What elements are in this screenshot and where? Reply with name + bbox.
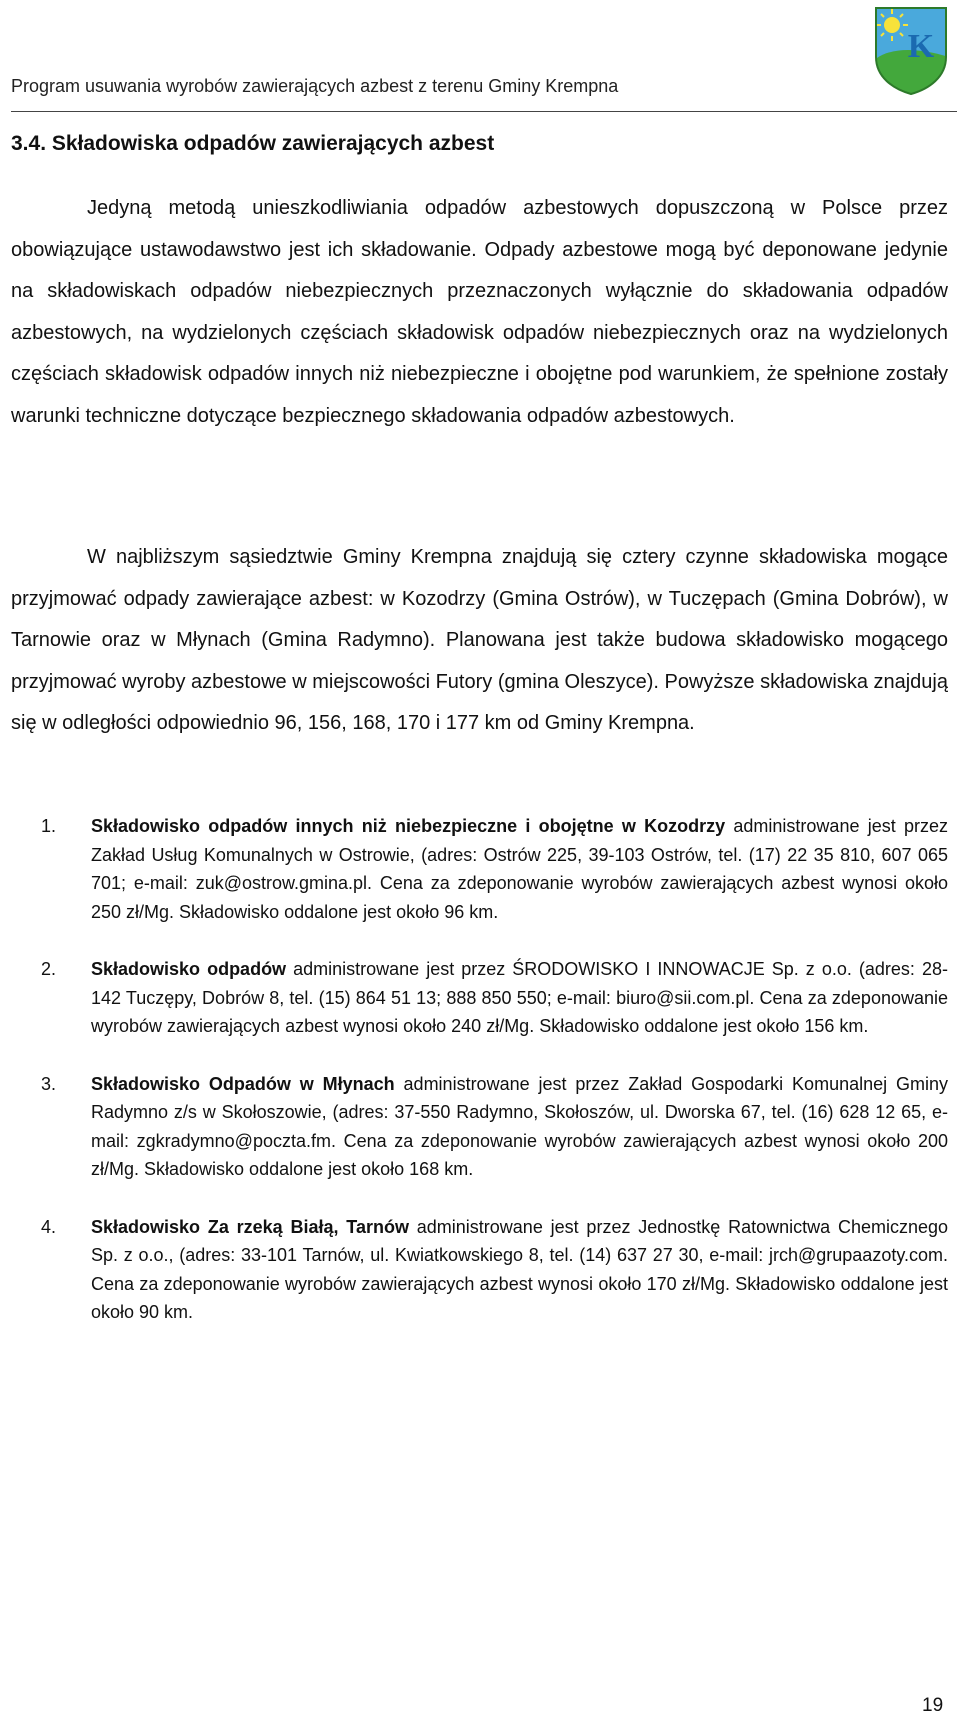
landfill-description: administrowane jest przez Jednostkę Ratownictwa Chemicznego Sp. z o.o., (adres: 33-101 Tarnów, ul. Kwiatkowskiego 8, tel. (14) 637 27 30, e-mail: jrch@grupaazoty.com. Cena za zdeponowanie wyrobów zawierających azbest wynosi około 170 zł/Mg. Składowisko oddalone jest około 90 km. xyxy=(91,1216,948,1322)
list-item xyxy=(11,1070,948,1184)
landfill-description: administrowane jest przez Zakład Usług Komunalnych w Ostrowie, (adres: Ostrów 225, 39-103 Ostrów, tel. (17) 22 35 810, 607 065 701; e-mail: zuk@ostrow.gmina.pl. Cena za zdeponowanie wyrobów zawierających azbest wynosi około 250 zł/Mg. Składowisko oddalone jest około 96 km. xyxy=(91,816,949,922)
page-number: 19 xyxy=(922,1695,944,1716)
landfill-list xyxy=(11,812,948,1327)
list-number: 2. xyxy=(41,959,57,979)
list-number: 1. xyxy=(41,816,57,836)
body-paragraph: Jedyną metodą unieszkodliwiania odpadów azbestowych dopuszczoną w Polsce przez obowiązujące ustawodawstwo jest ich składowanie. Odpady azbestowe mogą być deponowane jedynie na składowiskach odpadów niebezpiecznych przeznaczonych wyłącznie do składowania odpadów azbestowych, na wydzielonych częściach składowisk odpadów niebezpiecznych oraz na wydzielonych częściach składowisk odpadów innych niż niebezpieczne i obojętne pod warunkiem, że spełnione zostały warunki techniczne dotyczące bezpiecznego składowania odpadów azbestowych. xyxy=(11,197,948,427)
body-paragraph: W najbliższym sąsiedztwie Gminy Krempna znajdują się cztery czynne składowiska mogące przyjmować odpady zawierające azbest: w Kozodrzy (Gmina Ostrów), w Tuczępach (Gmina Dobrów), w Tarnowie oraz w Młynach (Gmina Radymno). Planowana jest także budowa składowisko mogącego przyjmować wyroby azbestowe w miejscowości Futory (gmina Oleszyce). Powyższe składowiska znajdują się w odległości odpowiednio 96, 156, 168, 170 i 177 km od Gminy Krempna. xyxy=(11,546,948,734)
landfill-name: Składowisko odpadów xyxy=(91,959,287,979)
page-header xyxy=(11,0,957,112)
landfill-name: Składowisko odpadów innych niż niebezpieczne i obojętne w Kozodrzy xyxy=(91,816,726,836)
svg-text:K: K xyxy=(907,28,935,65)
document-title: Program usuwania wyrobów zawierających azbest z terenu Gminy Krempna xyxy=(11,76,619,96)
krempna-coat-of-arms-icon xyxy=(873,5,949,97)
landfill-description: administrowane jest przez ŚRODOWISKO I INNOWACJE Sp. z o.o. (adres: 28-142 Tuczępy, Dobrów 8, tel. (15) 864 51 13; 888 850 550; e-mail: biuro@sii.com.pl. Cena za zdeponowanie wyrobów zawierających azbest wynosi około 240 zł/Mg. Składowisko oddalone jest około 156 km. xyxy=(91,959,948,1036)
list-number: 4. xyxy=(41,1216,57,1237)
list-item xyxy=(11,812,948,926)
list-item xyxy=(11,955,948,1041)
landfill-name: Składowisko Za rzeką Białą, Tarnów xyxy=(91,1216,409,1237)
landfill-description: administrowane jest przez Zakład Gospodarki Komunalnej Gminy Radymno z/s w Skołoszowie, (adres: 37-550 Radymno, Skołoszów, ul. Dworska 67, tel. (16) 628 12 65, e-mail: zgkradymno@poczta.fm. Cena za zdeponowanie wyrobów zawierających azbest wynosi około 200 zł/Mg. Składowisko oddalone jest około 168 km. xyxy=(91,1073,948,1179)
landfill-name: Składowisko Odpadów w Młynach xyxy=(91,1073,395,1094)
section-heading: 3.4. Składowiska odpadów zawierających azbest xyxy=(11,132,495,155)
list-number: 3. xyxy=(41,1073,57,1094)
list-item xyxy=(11,1213,948,1327)
